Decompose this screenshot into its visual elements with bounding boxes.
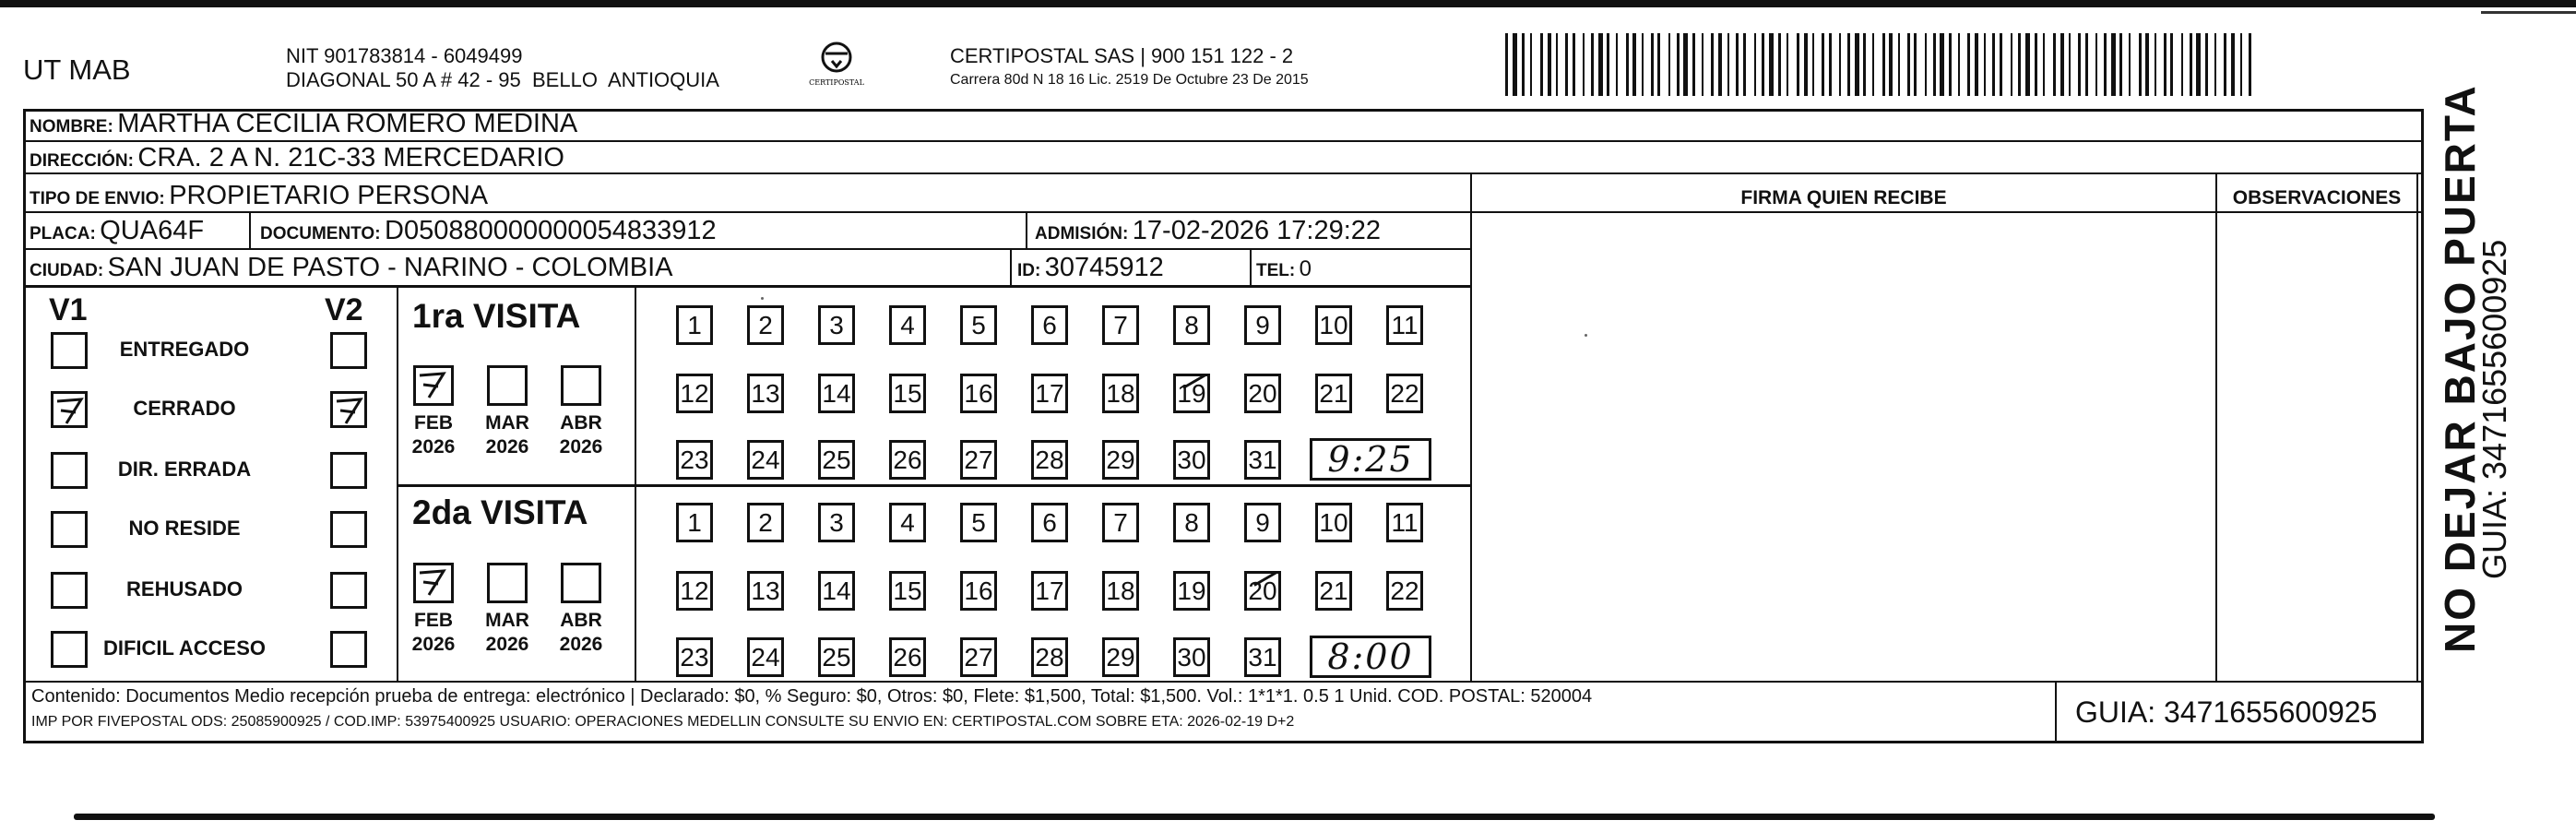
logo-caption: CERTIPOSTAL [809, 78, 864, 87]
day-box-9[interactable]: 9 [1244, 305, 1281, 345]
day-box-18[interactable]: 18 [1102, 571, 1139, 611]
no-dejar-bajo-puerta: NO DEJAR BAJO PUERTA [2436, 84, 2484, 653]
col-sep-firma [1470, 174, 1472, 681]
admision-value: 17-02-2026 17:29:22 [1132, 216, 1382, 245]
day-box-4[interactable]: 4 [889, 503, 926, 542]
day-box-27[interactable]: 27 [960, 637, 997, 677]
month-year: 2026 [411, 634, 456, 655]
v2-checkbox-4[interactable] [330, 572, 367, 609]
day-box-8[interactable]: 8 [1173, 305, 1210, 345]
placa-row [30, 216, 204, 246]
day-box-13[interactable]: 13 [747, 571, 784, 611]
row-line-4 [23, 248, 1471, 250]
nombre-value: MARTHA CECILIA ROMERO MEDINA [117, 109, 578, 138]
day-box-15[interactable]: 15 [889, 374, 926, 413]
status-label: REHUSADO [126, 577, 243, 600]
day-box-17[interactable]: 17 [1031, 374, 1068, 413]
day-box-25[interactable]: 25 [818, 440, 855, 480]
day-box-4[interactable]: 4 [889, 305, 926, 345]
sep-visit1-visit2 [397, 484, 1470, 487]
day-box-6[interactable]: 6 [1031, 503, 1068, 542]
day-box-3[interactable]: 3 [818, 503, 855, 542]
placa-value: QUA64F [100, 216, 205, 245]
sep-placa [249, 211, 251, 248]
v2-checkbox-2[interactable] [330, 452, 367, 489]
day-box-20[interactable]: 20 [1244, 571, 1281, 611]
day-box-22[interactable]: 22 [1386, 374, 1423, 413]
month-checkbox-abr[interactable] [561, 563, 601, 603]
v2-checkbox-5[interactable] [330, 631, 367, 668]
visit2-title: 2da VISITA [412, 493, 588, 531]
day-box-18[interactable]: 18 [1102, 374, 1139, 413]
direccion-value: CRA. 2 A N. 21C-33 MERCEDARIO [137, 143, 564, 172]
v1-header: V1 [49, 292, 88, 327]
day-box-14[interactable]: 14 [818, 571, 855, 611]
speck [761, 297, 764, 300]
col-sep-right [2416, 174, 2418, 681]
status-label: DIR. ERRADA [117, 458, 252, 481]
day-box-24[interactable]: 24 [747, 440, 784, 480]
direccion-row [30, 143, 564, 173]
day-box-31[interactable]: 31 [1244, 440, 1281, 480]
footer-contents: Contenido: Documentos Medio recepción prueba de entrega: electrónico | Declarado: $0, % Seguro: $0, Otros: $0, Flete: $1,500, Total: $1,500. Vol.: 1*1*1. 0.5 1 Unid. COD. POSTAL: 520004 [31, 686, 1593, 707]
month-checkbox-feb[interactable] [413, 365, 454, 406]
ciudad-value: SAN JUAN DE PASTO - NARINO - COLOMBIA [107, 253, 673, 282]
day-box-17[interactable]: 17 [1031, 571, 1068, 611]
id-row [1017, 253, 1164, 283]
ciudad-row [30, 253, 673, 283]
day-box-27[interactable]: 27 [960, 440, 997, 480]
nombre-row [30, 109, 577, 139]
month-label: MAR [485, 610, 529, 631]
id-value: 30745912 [1044, 253, 1164, 282]
month-label: FEB [414, 412, 453, 434]
ciudad-label: CIUDAD: [30, 261, 104, 280]
sep-footer-guia [2055, 681, 2057, 743]
status-label: DIFICIL ACCESO [102, 636, 266, 660]
month-year: 2026 [485, 436, 529, 458]
documento-value: D050880000000054833912 [385, 216, 717, 245]
v2-checkbox-0[interactable] [330, 332, 367, 369]
day-box-9[interactable]: 9 [1244, 503, 1281, 542]
day-box-25[interactable]: 25 [818, 637, 855, 677]
day-box-28[interactable]: 28 [1031, 637, 1068, 677]
barcode [1505, 33, 2255, 96]
day-box-29[interactable]: 29 [1102, 637, 1139, 677]
day-box-12[interactable]: 12 [676, 571, 713, 611]
footer-line [23, 681, 2424, 683]
day-mark [1182, 374, 1206, 389]
day-box-21[interactable]: 21 [1315, 571, 1352, 611]
day-box-15[interactable]: 15 [889, 571, 926, 611]
row-line-1 [23, 140, 2424, 142]
day-box-16[interactable]: 16 [960, 374, 997, 413]
day-box-3[interactable]: 3 [818, 305, 855, 345]
carrier-license: Carrera 80d N 18 16 Lic. 2519 De Octubre 23 De 2015 [950, 72, 1309, 88]
speck [1585, 334, 1587, 337]
sep-id [1010, 248, 1012, 285]
day-box-13[interactable]: 13 [747, 374, 784, 413]
day-box-30[interactable]: 30 [1173, 637, 1210, 677]
month-label: FEB [414, 610, 453, 631]
month-label: ABR [560, 412, 602, 434]
top-edge-bar [0, 0, 2576, 7]
day-box-16[interactable]: 16 [960, 571, 997, 611]
footer-print-info: IMP POR FIVEPOSTAL ODS: 25085900925 / COD.IMP: 53975400925 USUARIO: OPERACIONES MEDELLIN CONSULTE SU ENVIO EN: CERTIPOSTAL.COM SOBRE ETA: 2026-02-19 D+2 [31, 714, 1295, 730]
admision-row [1035, 216, 1381, 246]
month-year: 2026 [559, 634, 603, 655]
day-box-20[interactable]: 20 [1244, 374, 1281, 413]
sep-admision [1026, 211, 1027, 248]
day-box-21[interactable]: 21 [1315, 374, 1352, 413]
day-box-2[interactable]: 2 [747, 305, 784, 345]
day-box-1[interactable]: 1 [676, 305, 713, 345]
v2-checkbox-1[interactable] [330, 391, 367, 428]
right-edge-line [2481, 11, 2576, 14]
id-label: ID: [1017, 261, 1041, 280]
observaciones-header: OBSERVACIONES [2232, 187, 2402, 208]
month-year: 2026 [485, 634, 529, 655]
day-box-8[interactable]: 8 [1173, 503, 1210, 542]
company-nit: NIT 901783814 - 6049499 [286, 44, 523, 67]
month-checkbox-mar[interactable] [487, 563, 528, 603]
visit1-title: 1ra VISITA [412, 297, 581, 335]
day-box-30[interactable]: 30 [1173, 440, 1210, 480]
carrier-name: CERTIPOSTAL SAS | 900 151 122 - 2 [950, 44, 1294, 67]
day-box-10[interactable]: 10 [1315, 503, 1352, 542]
day-box-7[interactable]: 7 [1102, 503, 1139, 542]
col-sep-obs [2215, 174, 2217, 681]
day-box-14[interactable]: 14 [818, 374, 855, 413]
admision-label: ADMISIÓN: [1035, 224, 1129, 244]
day-box-12[interactable]: 12 [676, 374, 713, 413]
tipo-value: PROPIETARIO PERSONA [169, 181, 489, 210]
documento-label: DOCUMENTO: [260, 224, 381, 244]
tel-label: TEL: [1256, 261, 1296, 280]
v2-checkbox-3[interactable] [330, 511, 367, 548]
month-label: ABR [560, 610, 602, 631]
row-line-right [1471, 211, 2424, 213]
month-checkbox-feb[interactable] [413, 563, 454, 603]
tel-row [1256, 256, 1312, 282]
documento-row [260, 216, 717, 246]
day-box-29[interactable]: 29 [1102, 440, 1139, 480]
bottom-edge-bar [74, 814, 2435, 820]
sep-tel [1250, 248, 1252, 285]
month-year: 2026 [411, 436, 456, 458]
v2-header: V2 [325, 292, 363, 327]
month-label: MAR [485, 412, 529, 434]
day-box-5[interactable]: 5 [960, 305, 997, 345]
firma-header: FIRMA QUIEN RECIBE [1740, 187, 1947, 208]
visit-time: 9:25 [1310, 438, 1431, 481]
tel-value: 0 [1299, 256, 1312, 281]
day-box-1[interactable]: 1 [676, 503, 713, 542]
status-label: NO RESIDE [128, 517, 241, 540]
visit-time: 8:00 [1310, 636, 1431, 678]
day-box-10[interactable]: 10 [1315, 305, 1352, 345]
day-box-23[interactable]: 23 [676, 440, 713, 480]
direccion-label: DIRECCIÓN: [30, 151, 134, 171]
day-box-2[interactable]: 2 [747, 503, 784, 542]
month-checkbox-mar[interactable] [487, 365, 528, 406]
day-box-26[interactable]: 26 [889, 440, 926, 480]
company-address: DIAGONAL 50 A # 42 - 95 BELLO ANTIOQUIA [286, 68, 719, 91]
placa-label: PLACA: [30, 224, 96, 244]
day-box-5[interactable]: 5 [960, 503, 997, 542]
day-box-22[interactable]: 22 [1386, 571, 1423, 611]
side-guia: GUIA: 3471655600925 [2475, 239, 2513, 579]
day-box-24[interactable]: 24 [747, 637, 784, 677]
month-year: 2026 [559, 436, 603, 458]
footer-guia: GUIA: 3471655600925 [2075, 695, 2378, 729]
day-box-31[interactable]: 31 [1244, 637, 1281, 677]
day-box-28[interactable]: 28 [1031, 440, 1068, 480]
day-box-19[interactable]: 19 [1173, 571, 1210, 611]
status-label: ENTREGADO [119, 338, 250, 361]
day-box-6[interactable]: 6 [1031, 305, 1068, 345]
day-box-11[interactable]: 11 [1386, 305, 1423, 345]
row-line-3 [23, 211, 1471, 213]
month-checkbox-abr[interactable] [561, 365, 601, 406]
day-box-11[interactable]: 11 [1386, 503, 1423, 542]
day-box-7[interactable]: 7 [1102, 305, 1139, 345]
certipostal-logo [809, 39, 864, 89]
row-line-5 [23, 285, 1471, 288]
company-name: UT MAB [23, 53, 131, 86]
status-label: CERRADO [133, 397, 236, 420]
day-box-23[interactable]: 23 [676, 637, 713, 677]
day-box-26[interactable]: 26 [889, 637, 926, 677]
nombre-label: NOMBRE: [30, 117, 113, 137]
day-mark [1253, 571, 1277, 587]
tipo-label: TIPO DE ENVIO: [30, 189, 165, 208]
tipo-row [30, 181, 488, 211]
day-box-19[interactable]: 19 [1173, 374, 1210, 413]
